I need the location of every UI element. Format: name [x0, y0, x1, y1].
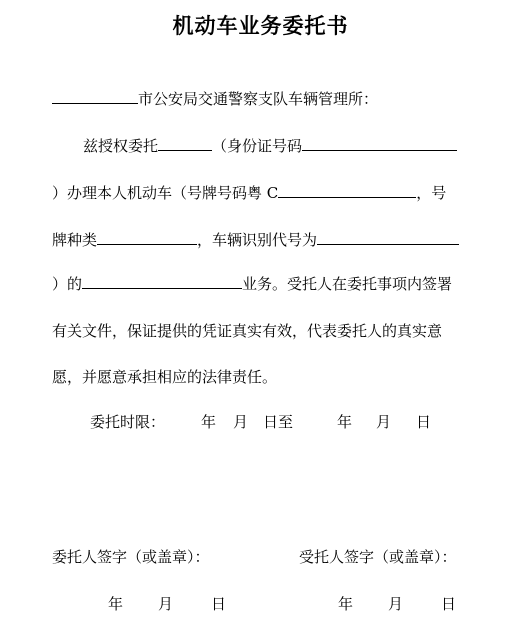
- period-start-month: 月: [233, 413, 249, 431]
- period-start-year: 年: [201, 413, 217, 431]
- principal-sign-day: 日: [211, 595, 227, 613]
- agent-sign-month: 月: [388, 595, 404, 613]
- address-line: [52, 86, 378, 112]
- para-line-5: [52, 318, 442, 344]
- period-label: 委托时限：: [90, 413, 166, 431]
- plate-number-label: ）办理本人机动车（号牌号码粤 C: [52, 184, 279, 202]
- para-line-2: [52, 180, 446, 206]
- para-line-3: [52, 227, 459, 253]
- para-text-5: 有关文件，保证提供的凭证真实有效，代表委托人的真实意: [52, 322, 443, 340]
- plate-type-label: 牌种类: [52, 231, 98, 249]
- plate-type-prefix: ，号: [416, 184, 447, 202]
- authorize-text: 兹授权委托: [83, 137, 159, 155]
- para-line-4: [52, 271, 452, 297]
- plate-number-blank[interactable]: [278, 181, 416, 198]
- period-end-year: 年: [337, 413, 353, 431]
- agent-sign-year: 年: [338, 595, 354, 613]
- city-blank[interactable]: [52, 87, 138, 104]
- business-type-blank[interactable]: [82, 272, 242, 289]
- business-prefix: ）的: [52, 275, 83, 293]
- business-suffix: 业务。受托人在委托事项内签署: [242, 275, 453, 293]
- agent-sign-day: 日: [441, 595, 457, 613]
- principal-sign-year: 年: [108, 595, 124, 613]
- vin-label: ，车辆识别代号为: [197, 231, 318, 249]
- period-start-day: 日至: [263, 413, 294, 431]
- principal-sign-month: 月: [158, 595, 174, 613]
- period-end-month: 月: [376, 413, 392, 431]
- plate-type-blank[interactable]: [97, 228, 197, 245]
- id-number-label: （身份证号码: [212, 137, 303, 155]
- vin-blank[interactable]: [317, 228, 459, 245]
- id-number-blank[interactable]: [302, 134, 457, 151]
- para-text-6: 愿，并愿意承担相应的法律责任。: [52, 368, 278, 386]
- agent-signature-label: 受托人签字（或盖章）：: [299, 548, 457, 566]
- agent-name-blank[interactable]: [158, 134, 212, 151]
- principal-signature-label: 委托人签字（或盖章）：: [52, 548, 210, 566]
- para-line-6: [52, 364, 277, 390]
- period-end-day: 日: [416, 413, 432, 431]
- para-line-1: [83, 133, 457, 159]
- document-title: 机动车业务委托书: [172, 14, 349, 38]
- address-suffix: 市公安局交通警察支队车辆管理所：: [138, 90, 379, 108]
